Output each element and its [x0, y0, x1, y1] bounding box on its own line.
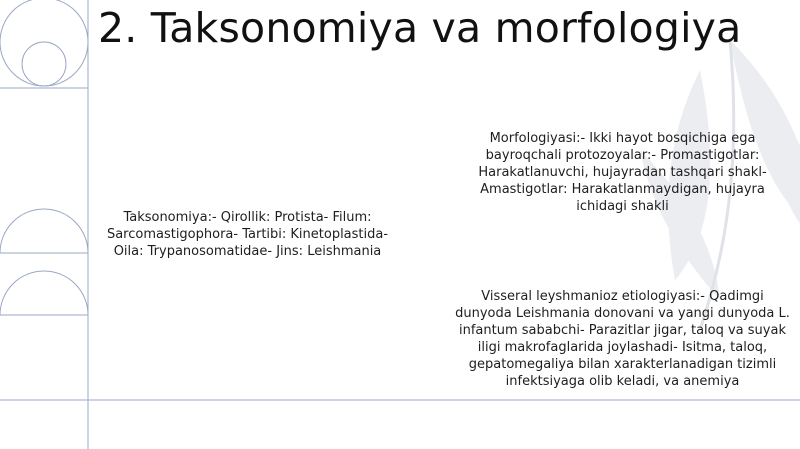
- etiology-text: Visseral leyshmanioz etiologiyasi:- Qadimgi dunyoda Leishmania donovani va yangi dunyoda L. infantum sababchi- Parazitlar jigar, taloq va suyak iligi makrofaglarida joylashadi- Isitma, taloq, gepatomegaliya bilan xarakterlanadigan tizimli infektsiyaga olib keladi, va anemiya: [455, 289, 790, 389]
- page-title: 2. Taksonomiya va morfologiya: [98, 4, 742, 52]
- morphology-text: Morfologiyasi:- Ikki hayot bosqichiga ega bayroqchali protozoyalar:- Promastigotlar: Harakatlanuvchi, hujayradan tashqari shakl- Amastigotlar: Harakatlanmaydigan, hujayra ichidagi shakli: [478, 131, 767, 214]
- taxonomy-text: Taksonomiya:- Qirollik: Protista- Filum: Sarcomastigophora- Tartibi: Kinetoplastida- Oila: Trypanosomatidae- Jins: Leishmania: [106, 210, 389, 259]
